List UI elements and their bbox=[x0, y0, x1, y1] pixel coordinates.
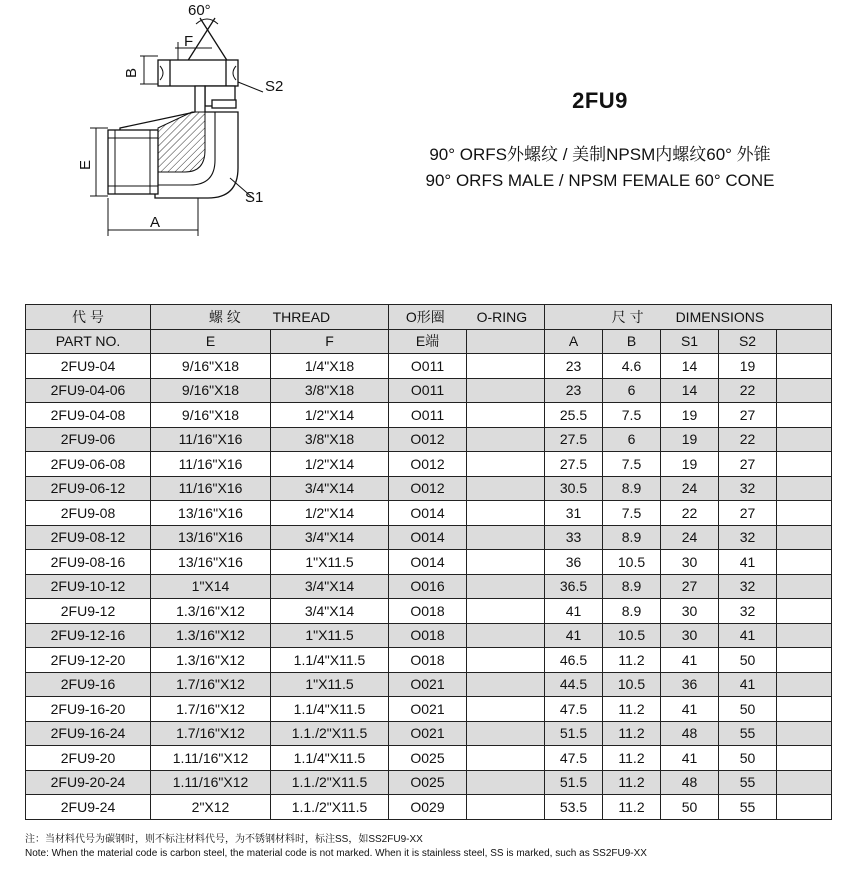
cell-s2: 22 bbox=[719, 378, 777, 403]
cell-part: 2FU9-04 bbox=[26, 354, 151, 379]
cell-s1: 24 bbox=[661, 476, 719, 501]
cell-a: 36 bbox=[545, 550, 603, 575]
cell-f: 1"X11.5 bbox=[271, 672, 389, 697]
cell-s1: 27 bbox=[661, 574, 719, 599]
cell-b: 11.2 bbox=[603, 721, 661, 746]
cell-e: 1.11/16"X12 bbox=[151, 746, 271, 771]
cell-a: 51.5 bbox=[545, 770, 603, 795]
cell-s1: 30 bbox=[661, 599, 719, 624]
cell-a: 31 bbox=[545, 501, 603, 526]
table-row bbox=[26, 623, 832, 648]
cell-blank bbox=[467, 403, 545, 428]
cell-s2: 27 bbox=[719, 501, 777, 526]
cell-part: 2FU9-16 bbox=[26, 672, 151, 697]
cell-oring: O012 bbox=[389, 427, 467, 452]
cell-b: 7.5 bbox=[603, 403, 661, 428]
cell-blank bbox=[777, 501, 832, 526]
cell-f: 3/4"X14 bbox=[271, 574, 389, 599]
table-row bbox=[26, 721, 832, 746]
cell-f: 3/4"X14 bbox=[271, 599, 389, 624]
cell-e: 1.7/16"X12 bbox=[151, 721, 271, 746]
dim-label-f: F bbox=[184, 33, 194, 50]
cell-e: 1"X14 bbox=[151, 574, 271, 599]
cell-a: 44.5 bbox=[545, 672, 603, 697]
cell-part: 2FU9-24 bbox=[26, 795, 151, 820]
cell-s1: 30 bbox=[661, 550, 719, 575]
header-col-s1: S1 bbox=[661, 329, 719, 354]
cell-f: 1"X11.5 bbox=[271, 550, 389, 575]
cell-e: 13/16"X16 bbox=[151, 550, 271, 575]
cell-b: 6 bbox=[603, 378, 661, 403]
cell-s2: 41 bbox=[719, 672, 777, 697]
cell-b: 8.9 bbox=[603, 476, 661, 501]
cell-blank bbox=[777, 354, 832, 379]
cell-a: 51.5 bbox=[545, 721, 603, 746]
table-row bbox=[26, 354, 832, 379]
cell-part: 2FU9-08-16 bbox=[26, 550, 151, 575]
cell-oring: O025 bbox=[389, 746, 467, 771]
cell-blank bbox=[777, 746, 832, 771]
cell-blank bbox=[467, 599, 545, 624]
dim-label-s1: S1 bbox=[245, 189, 264, 206]
cell-e: 13/16"X16 bbox=[151, 525, 271, 550]
cell-blank bbox=[467, 721, 545, 746]
cell-oring: O018 bbox=[389, 648, 467, 673]
cell-oring: O011 bbox=[389, 378, 467, 403]
dim-label-a: A bbox=[150, 214, 161, 231]
cell-oring: O029 bbox=[389, 795, 467, 820]
footnote bbox=[25, 833, 647, 861]
cell-blank bbox=[467, 354, 545, 379]
cell-blank bbox=[777, 697, 832, 722]
cell-blank bbox=[467, 550, 545, 575]
cell-f: 1/4"X18 bbox=[271, 354, 389, 379]
cell-e: 13/16"X16 bbox=[151, 501, 271, 526]
cell-part: 2FU9-20 bbox=[26, 746, 151, 771]
header-dimensions bbox=[545, 305, 832, 330]
header-col-blank-2 bbox=[777, 329, 832, 354]
header-part-en: PART NO. bbox=[26, 329, 151, 354]
cell-s1: 36 bbox=[661, 672, 719, 697]
cell-s1: 14 bbox=[661, 378, 719, 403]
cell-s1: 41 bbox=[661, 697, 719, 722]
cell-blank bbox=[467, 476, 545, 501]
cell-blank bbox=[467, 501, 545, 526]
cell-blank bbox=[777, 599, 832, 624]
dim-label-s2: S2 bbox=[265, 78, 284, 95]
header-col-f: F bbox=[271, 329, 389, 354]
cell-blank bbox=[467, 746, 545, 771]
cell-blank bbox=[777, 648, 832, 673]
table-row bbox=[26, 648, 832, 673]
table-row bbox=[26, 672, 832, 697]
cell-blank bbox=[777, 550, 832, 575]
cell-s2: 55 bbox=[719, 770, 777, 795]
cell-oring: O018 bbox=[389, 623, 467, 648]
cell-part: 2FU9-06 bbox=[26, 427, 151, 452]
table-row bbox=[26, 697, 832, 722]
header-col-blank bbox=[467, 329, 545, 354]
cell-s2: 55 bbox=[719, 795, 777, 820]
cell-oring: O012 bbox=[389, 476, 467, 501]
cell-part: 2FU9-12-16 bbox=[26, 623, 151, 648]
cell-blank bbox=[467, 378, 545, 403]
header-oring-en: O-RING bbox=[476, 308, 528, 325]
cell-blank bbox=[777, 795, 832, 820]
cell-s2: 55 bbox=[719, 721, 777, 746]
table-row bbox=[26, 427, 832, 452]
table-row bbox=[26, 599, 832, 624]
cell-a: 33 bbox=[545, 525, 603, 550]
cell-blank bbox=[467, 427, 545, 452]
header-thread-cn: 螺 纹 bbox=[208, 308, 241, 325]
cell-a: 23 bbox=[545, 354, 603, 379]
cell-s1: 50 bbox=[661, 795, 719, 820]
cell-f: 1/2"X14 bbox=[271, 501, 389, 526]
table-row bbox=[26, 795, 832, 820]
header-col-b: B bbox=[603, 329, 661, 354]
cell-part: 2FU9-04-06 bbox=[26, 378, 151, 403]
table-row bbox=[26, 501, 832, 526]
cell-part: 2FU9-08 bbox=[26, 501, 151, 526]
cell-oring: O021 bbox=[389, 672, 467, 697]
cell-a: 36.5 bbox=[545, 574, 603, 599]
cell-s1: 41 bbox=[661, 648, 719, 673]
cell-oring: O011 bbox=[389, 403, 467, 428]
cell-a: 47.5 bbox=[545, 746, 603, 771]
header-oring-cn: O形圈 bbox=[405, 308, 445, 325]
table-row bbox=[26, 746, 832, 771]
cell-e: 1.3/16"X12 bbox=[151, 599, 271, 624]
cell-s2: 50 bbox=[719, 746, 777, 771]
cell-s2: 50 bbox=[719, 648, 777, 673]
header-thread-en: THREAD bbox=[272, 308, 331, 325]
cell-f: 1"X11.5 bbox=[271, 623, 389, 648]
cell-a: 25.5 bbox=[545, 403, 603, 428]
table-row bbox=[26, 452, 832, 477]
cell-b: 10.5 bbox=[603, 550, 661, 575]
cell-e: 1.3/16"X12 bbox=[151, 648, 271, 673]
cell-blank bbox=[467, 452, 545, 477]
cell-part: 2FU9-08-12 bbox=[26, 525, 151, 550]
cell-b: 10.5 bbox=[603, 672, 661, 697]
cell-part: 2FU9-04-08 bbox=[26, 403, 151, 428]
specification-table bbox=[25, 304, 832, 820]
cell-b: 11.2 bbox=[603, 746, 661, 771]
cell-s1: 22 bbox=[661, 501, 719, 526]
cell-blank bbox=[777, 672, 832, 697]
cell-blank bbox=[467, 648, 545, 673]
cell-f: 1.1./2"X11.5 bbox=[271, 795, 389, 820]
cell-s2: 41 bbox=[719, 550, 777, 575]
cell-s2: 32 bbox=[719, 525, 777, 550]
cell-s1: 24 bbox=[661, 525, 719, 550]
cell-oring: O018 bbox=[389, 599, 467, 624]
cell-b: 8.9 bbox=[603, 599, 661, 624]
cell-f: 1/2"X14 bbox=[271, 403, 389, 428]
cell-b: 11.2 bbox=[603, 648, 661, 673]
cell-blank bbox=[777, 427, 832, 452]
cell-s2: 22 bbox=[719, 427, 777, 452]
cell-part: 2FU9-06-08 bbox=[26, 452, 151, 477]
cell-a: 41 bbox=[545, 623, 603, 648]
product-description-en: 90° ORFS MALE / NPSM FEMALE 60° CONE bbox=[425, 171, 775, 190]
cell-blank bbox=[467, 672, 545, 697]
cell-a: 46.5 bbox=[545, 648, 603, 673]
header-part-cn: 代 号 bbox=[26, 305, 151, 330]
cell-blank bbox=[777, 525, 832, 550]
cell-e: 9/16"X18 bbox=[151, 403, 271, 428]
cell-oring: O012 bbox=[389, 452, 467, 477]
cell-s1: 19 bbox=[661, 403, 719, 428]
footnote-en: Note: When the material code is carbon steel, the material code is not marked. When it is stainless steel, SS is marked, such as SS2FU9-XX bbox=[25, 848, 647, 859]
cell-e: 1.7/16"X12 bbox=[151, 697, 271, 722]
dim-label-e: E bbox=[77, 159, 94, 170]
cell-b: 6 bbox=[603, 427, 661, 452]
cell-b: 10.5 bbox=[603, 623, 661, 648]
cell-blank bbox=[777, 452, 832, 477]
cell-s2: 32 bbox=[719, 599, 777, 624]
cell-part: 2FU9-10-12 bbox=[26, 574, 151, 599]
cell-a: 53.5 bbox=[545, 795, 603, 820]
table-row bbox=[26, 574, 832, 599]
cell-a: 23 bbox=[545, 378, 603, 403]
cell-blank bbox=[467, 795, 545, 820]
cell-b: 4.6 bbox=[603, 354, 661, 379]
header-col-e-end: E端 bbox=[389, 329, 467, 354]
cell-s2: 32 bbox=[719, 574, 777, 599]
cell-part: 2FU9-06-12 bbox=[26, 476, 151, 501]
cell-s1: 48 bbox=[661, 721, 719, 746]
cell-blank bbox=[777, 403, 832, 428]
cell-f: 3/4"X14 bbox=[271, 525, 389, 550]
cell-blank bbox=[777, 476, 832, 501]
cell-f: 3/8"X18 bbox=[271, 378, 389, 403]
cell-blank bbox=[467, 574, 545, 599]
cell-f: 1.1/4"X11.5 bbox=[271, 648, 389, 673]
header-col-a: A bbox=[545, 329, 603, 354]
cell-e: 11/16"X16 bbox=[151, 427, 271, 452]
cell-e: 1.7/16"X12 bbox=[151, 672, 271, 697]
product-description-cn: 90° ORFS外螺纹 / 美制NPSM内螺纹60° 外锥 bbox=[429, 145, 771, 164]
table-row bbox=[26, 550, 832, 575]
cell-blank bbox=[777, 623, 832, 648]
cell-f: 1.1/4"X11.5 bbox=[271, 697, 389, 722]
product-code: 2FU9 bbox=[572, 88, 628, 113]
angle-label: 60° bbox=[188, 2, 211, 19]
header-row-1 bbox=[26, 305, 832, 330]
cell-s1: 19 bbox=[661, 427, 719, 452]
cell-f: 1.1./2"X11.5 bbox=[271, 721, 389, 746]
cell-oring: O021 bbox=[389, 697, 467, 722]
table-row bbox=[26, 525, 832, 550]
cell-b: 7.5 bbox=[603, 452, 661, 477]
cell-b: 11.2 bbox=[603, 770, 661, 795]
cell-b: 8.9 bbox=[603, 525, 661, 550]
header-dim-en: DIMENSIONS bbox=[675, 308, 765, 325]
cell-b: 8.9 bbox=[603, 574, 661, 599]
cell-blank bbox=[467, 623, 545, 648]
cell-e: 1.3/16"X12 bbox=[151, 623, 271, 648]
table-row bbox=[26, 770, 832, 795]
cell-s1: 48 bbox=[661, 770, 719, 795]
header-dim-cn: 尺 寸 bbox=[611, 308, 644, 325]
header-thread bbox=[151, 305, 389, 330]
footnote-cn: 注：当材料代号为碳钢时，则不标注材料代号，为不锈钢材料时，标注SS，如SS2FU9-XX bbox=[25, 834, 423, 845]
cell-e: 2"X12 bbox=[151, 795, 271, 820]
cell-s1: 41 bbox=[661, 746, 719, 771]
cell-a: 47.5 bbox=[545, 697, 603, 722]
header-col-s2: S2 bbox=[719, 329, 777, 354]
cell-s2: 27 bbox=[719, 403, 777, 428]
cell-s1: 14 bbox=[661, 354, 719, 379]
cell-e: 9/16"X18 bbox=[151, 354, 271, 379]
cell-b: 11.2 bbox=[603, 795, 661, 820]
cell-s2: 19 bbox=[719, 354, 777, 379]
cell-blank bbox=[467, 697, 545, 722]
cell-s1: 30 bbox=[661, 623, 719, 648]
header-oring bbox=[389, 305, 545, 330]
cell-oring: O016 bbox=[389, 574, 467, 599]
cell-part: 2FU9-12 bbox=[26, 599, 151, 624]
cell-f: 3/8"X18 bbox=[271, 427, 389, 452]
cell-e: 1.11/16"X12 bbox=[151, 770, 271, 795]
table-row bbox=[26, 403, 832, 428]
cell-f: 1.1./2"X11.5 bbox=[271, 770, 389, 795]
cell-b: 11.2 bbox=[603, 697, 661, 722]
table-row bbox=[26, 476, 832, 501]
cell-s2: 50 bbox=[719, 697, 777, 722]
cell-a: 30.5 bbox=[545, 476, 603, 501]
cell-blank bbox=[777, 770, 832, 795]
cell-blank bbox=[777, 378, 832, 403]
cell-part: 2FU9-12-20 bbox=[26, 648, 151, 673]
dim-label-b: B bbox=[123, 67, 140, 78]
header-col-e: E bbox=[151, 329, 271, 354]
cell-part: 2FU9-20-24 bbox=[26, 770, 151, 795]
cell-b: 7.5 bbox=[603, 501, 661, 526]
cell-e: 11/16"X16 bbox=[151, 452, 271, 477]
cell-blank bbox=[777, 721, 832, 746]
cell-e: 9/16"X18 bbox=[151, 378, 271, 403]
cell-oring: O011 bbox=[389, 354, 467, 379]
cell-oring: O014 bbox=[389, 550, 467, 575]
cell-oring: O021 bbox=[389, 721, 467, 746]
cell-a: 41 bbox=[545, 599, 603, 624]
cell-s2: 27 bbox=[719, 452, 777, 477]
header-row-2 bbox=[26, 329, 832, 354]
cell-a: 27.5 bbox=[545, 427, 603, 452]
cell-blank bbox=[777, 574, 832, 599]
cell-blank bbox=[467, 525, 545, 550]
cell-oring: O014 bbox=[389, 525, 467, 550]
cell-a: 27.5 bbox=[545, 452, 603, 477]
table-row bbox=[26, 378, 832, 403]
cell-f: 1.1/4"X11.5 bbox=[271, 746, 389, 771]
cell-oring: O025 bbox=[389, 770, 467, 795]
cell-s2: 41 bbox=[719, 623, 777, 648]
cell-part: 2FU9-16-24 bbox=[26, 721, 151, 746]
table-body bbox=[26, 354, 832, 820]
cell-s2: 32 bbox=[719, 476, 777, 501]
title-block bbox=[360, 88, 840, 194]
cell-blank bbox=[467, 770, 545, 795]
cell-s1: 19 bbox=[661, 452, 719, 477]
cell-part: 2FU9-16-20 bbox=[26, 697, 151, 722]
fitting-drawing bbox=[0, 0, 330, 260]
cell-e: 11/16"X16 bbox=[151, 476, 271, 501]
cell-f: 1/2"X14 bbox=[271, 452, 389, 477]
cell-oring: O014 bbox=[389, 501, 467, 526]
cell-f: 3/4"X14 bbox=[271, 476, 389, 501]
